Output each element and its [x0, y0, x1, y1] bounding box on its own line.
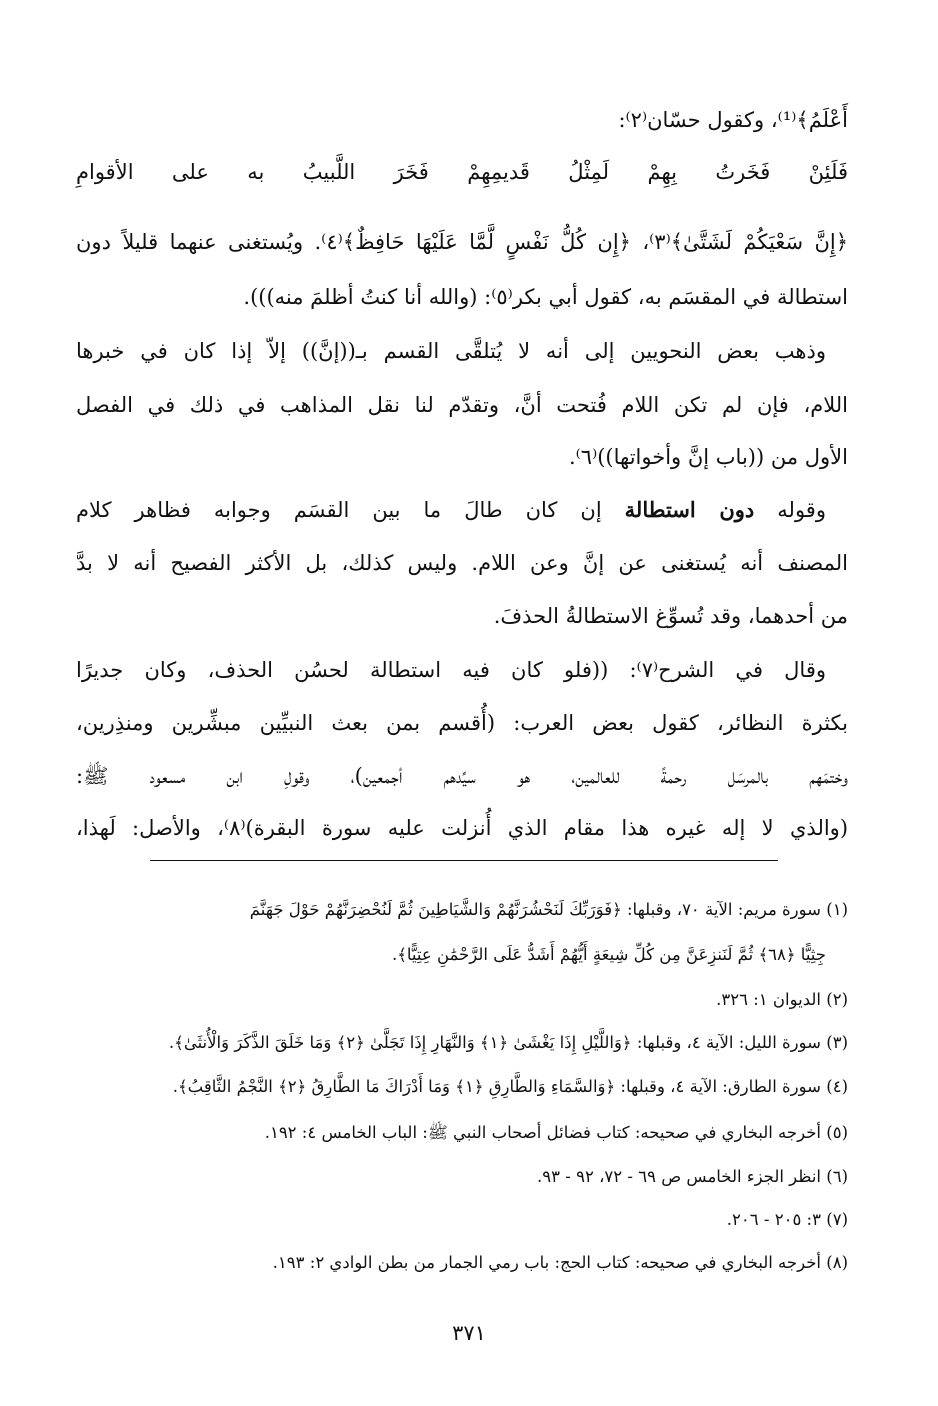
text-line-13: وختمَهم بالمرسَل رحمةً للعالمين، هو سيِّدهم أجمعين)، وقولِ ابن مسعود ﷺ:	[76, 764, 848, 788]
text-line-9: المصنف أنه يُستغنى عن إنَّ وعن اللام. وليس كذلك، بل الأكثر الفصيح أنه لا بدَّ	[76, 551, 848, 575]
bold-term: دون استطالة	[624, 497, 755, 522]
footnote-8: (٨) أخرجه البخاري في صحيحه: كتاب الحج: باب رمي الجمار من بطن الوادي ٢: ١٩٣.	[272, 1253, 848, 1272]
footnote-1-continued: جِثِيًّا ﴿٦٨﴾ ثُمَّ لَنَنزِعَنَّ مِن كُلِّ شِيعَةٍ أَيُّهُمْ أَشَدُّ عَلَى الرَّحْمَٰنِ عِتِيًّا﴾.	[391, 945, 826, 964]
text-line-7: الأول من ((باب إنَّ وأخواتها))⁽٦⁾.	[568, 445, 848, 469]
footnote-6: (٦) انظر الجزء الخامس ص ٦٩ - ٧٢، ٩٢ - ٩٣.	[537, 1167, 848, 1186]
text-line-3: ﴿إِنَّ سَعْيَكُمْ لَشَتَّىٰ﴾⁽٣⁾، ﴿إِن كُلُّ نَفْسٍ لَّمَّا عَلَيْهَا حَافِظٌ﴾⁽٤⁾. ويُستغنى عنهما قليلاً دون	[76, 230, 849, 254]
page-number: ٣٧١	[452, 1321, 486, 1345]
text-line-6: اللام، فإن لم تكن اللام فُتحت أنَّ، وتقدّم لنا نقل المذاهب في ذلك في الفصل	[76, 393, 848, 417]
footnote-1: (١) سورة مريم: الآية ٧٠، وقبلها: ﴿فَوَرَبِّكَ لَنَحْشُرَنَّهُمْ وَالشَّيَاطِينَ ثُمَّ لَنُحْضِرَنَّهُمْ حَوْلَ جَهَنَّمَ	[249, 900, 848, 919]
footnote-7: (٧) ٣: ٢٠٥ - ٢٠٦.	[726, 1210, 848, 1229]
text-line-11: وقال في الشرح⁽٧⁾: ((فلو كان فيه استطالة لحسُن الحذف، وكان جديرًا	[76, 658, 826, 682]
footnote-3: (٣) سورة الليل: الآية ٤، وقبلها: ﴿وَاللَّيْلِ إِذَا يَغْشَىٰ ﴿١﴾ وَالنَّهَارِ إِذَا تَجَلَّىٰ ﴿٢﴾ وَمَا خَلَقَ الذَّكَرَ وَالْأُنثَىٰ﴾.	[168, 1033, 848, 1052]
text-line-1: أَعْلَمُ﴾⁽¹⁾، وكقول حسّان⁽٢⁾:	[618, 108, 848, 132]
footnote-2: (٢) الديوان ١: ٣٢٦.	[716, 990, 848, 1009]
text-line-12: بكثرة النظائر، كقول بعض العرب: (أُقسم بمن بعث النبيِّين مبشِّرين ومنذِرين،	[76, 711, 848, 735]
footnote-separator	[150, 860, 778, 861]
text-line-8	[76, 495, 826, 525]
text-line-4: استطالة في المقسَم به، كقول أبي بكر⁽٥⁾: (والله أنا كنتُ أظلمَ منه))).	[243, 285, 848, 309]
bold-prefix: وقوله	[754, 498, 826, 522]
text-line-10: من أحدهما، وقد تُسوِّغ الاستطالةُ الحذفَ.	[493, 604, 848, 628]
footnote-4: (٤) سورة الطارق: الآية ٤، وقبلها: ﴿وَالسَّمَاءِ وَالطَّارِقِ ﴿١﴾ وَمَا أَدْرَاكَ مَا الطَّارِقُ ﴿٢﴾ النَّجْمُ الثَّاقِبُ﴾.	[172, 1077, 848, 1096]
text-line-5: وذهب بعض النحويين إلى أنه لا يُتلقَّى القسم بـ((إنَّ)) إلاّ إذا كان في خبرها	[76, 339, 826, 363]
footnote-5: (٥) أخرجه البخاري في صحيحه: كتاب فضائل أصحاب النبي ﷺ: الباب الخامس ٤: ١٩٢.	[264, 1123, 848, 1142]
text-line-8-rest: إن كان طالَ ما بين القسَم وجوابه فظاهر كلام	[76, 498, 602, 522]
poetry-verse: فَلَئِنْ فَخَرتُ بِهِمْ لَمِثْلُ قَديمِهِمْ فَخَرَ اللَّبيبُ به على الأقوامِ	[76, 160, 849, 184]
text-line-14: (والذي لا إله غيره هذا مقام الذي أُنزلت عليه سورة البقرة)⁽٨⁾، والأصل: لَهذا،	[76, 816, 849, 840]
